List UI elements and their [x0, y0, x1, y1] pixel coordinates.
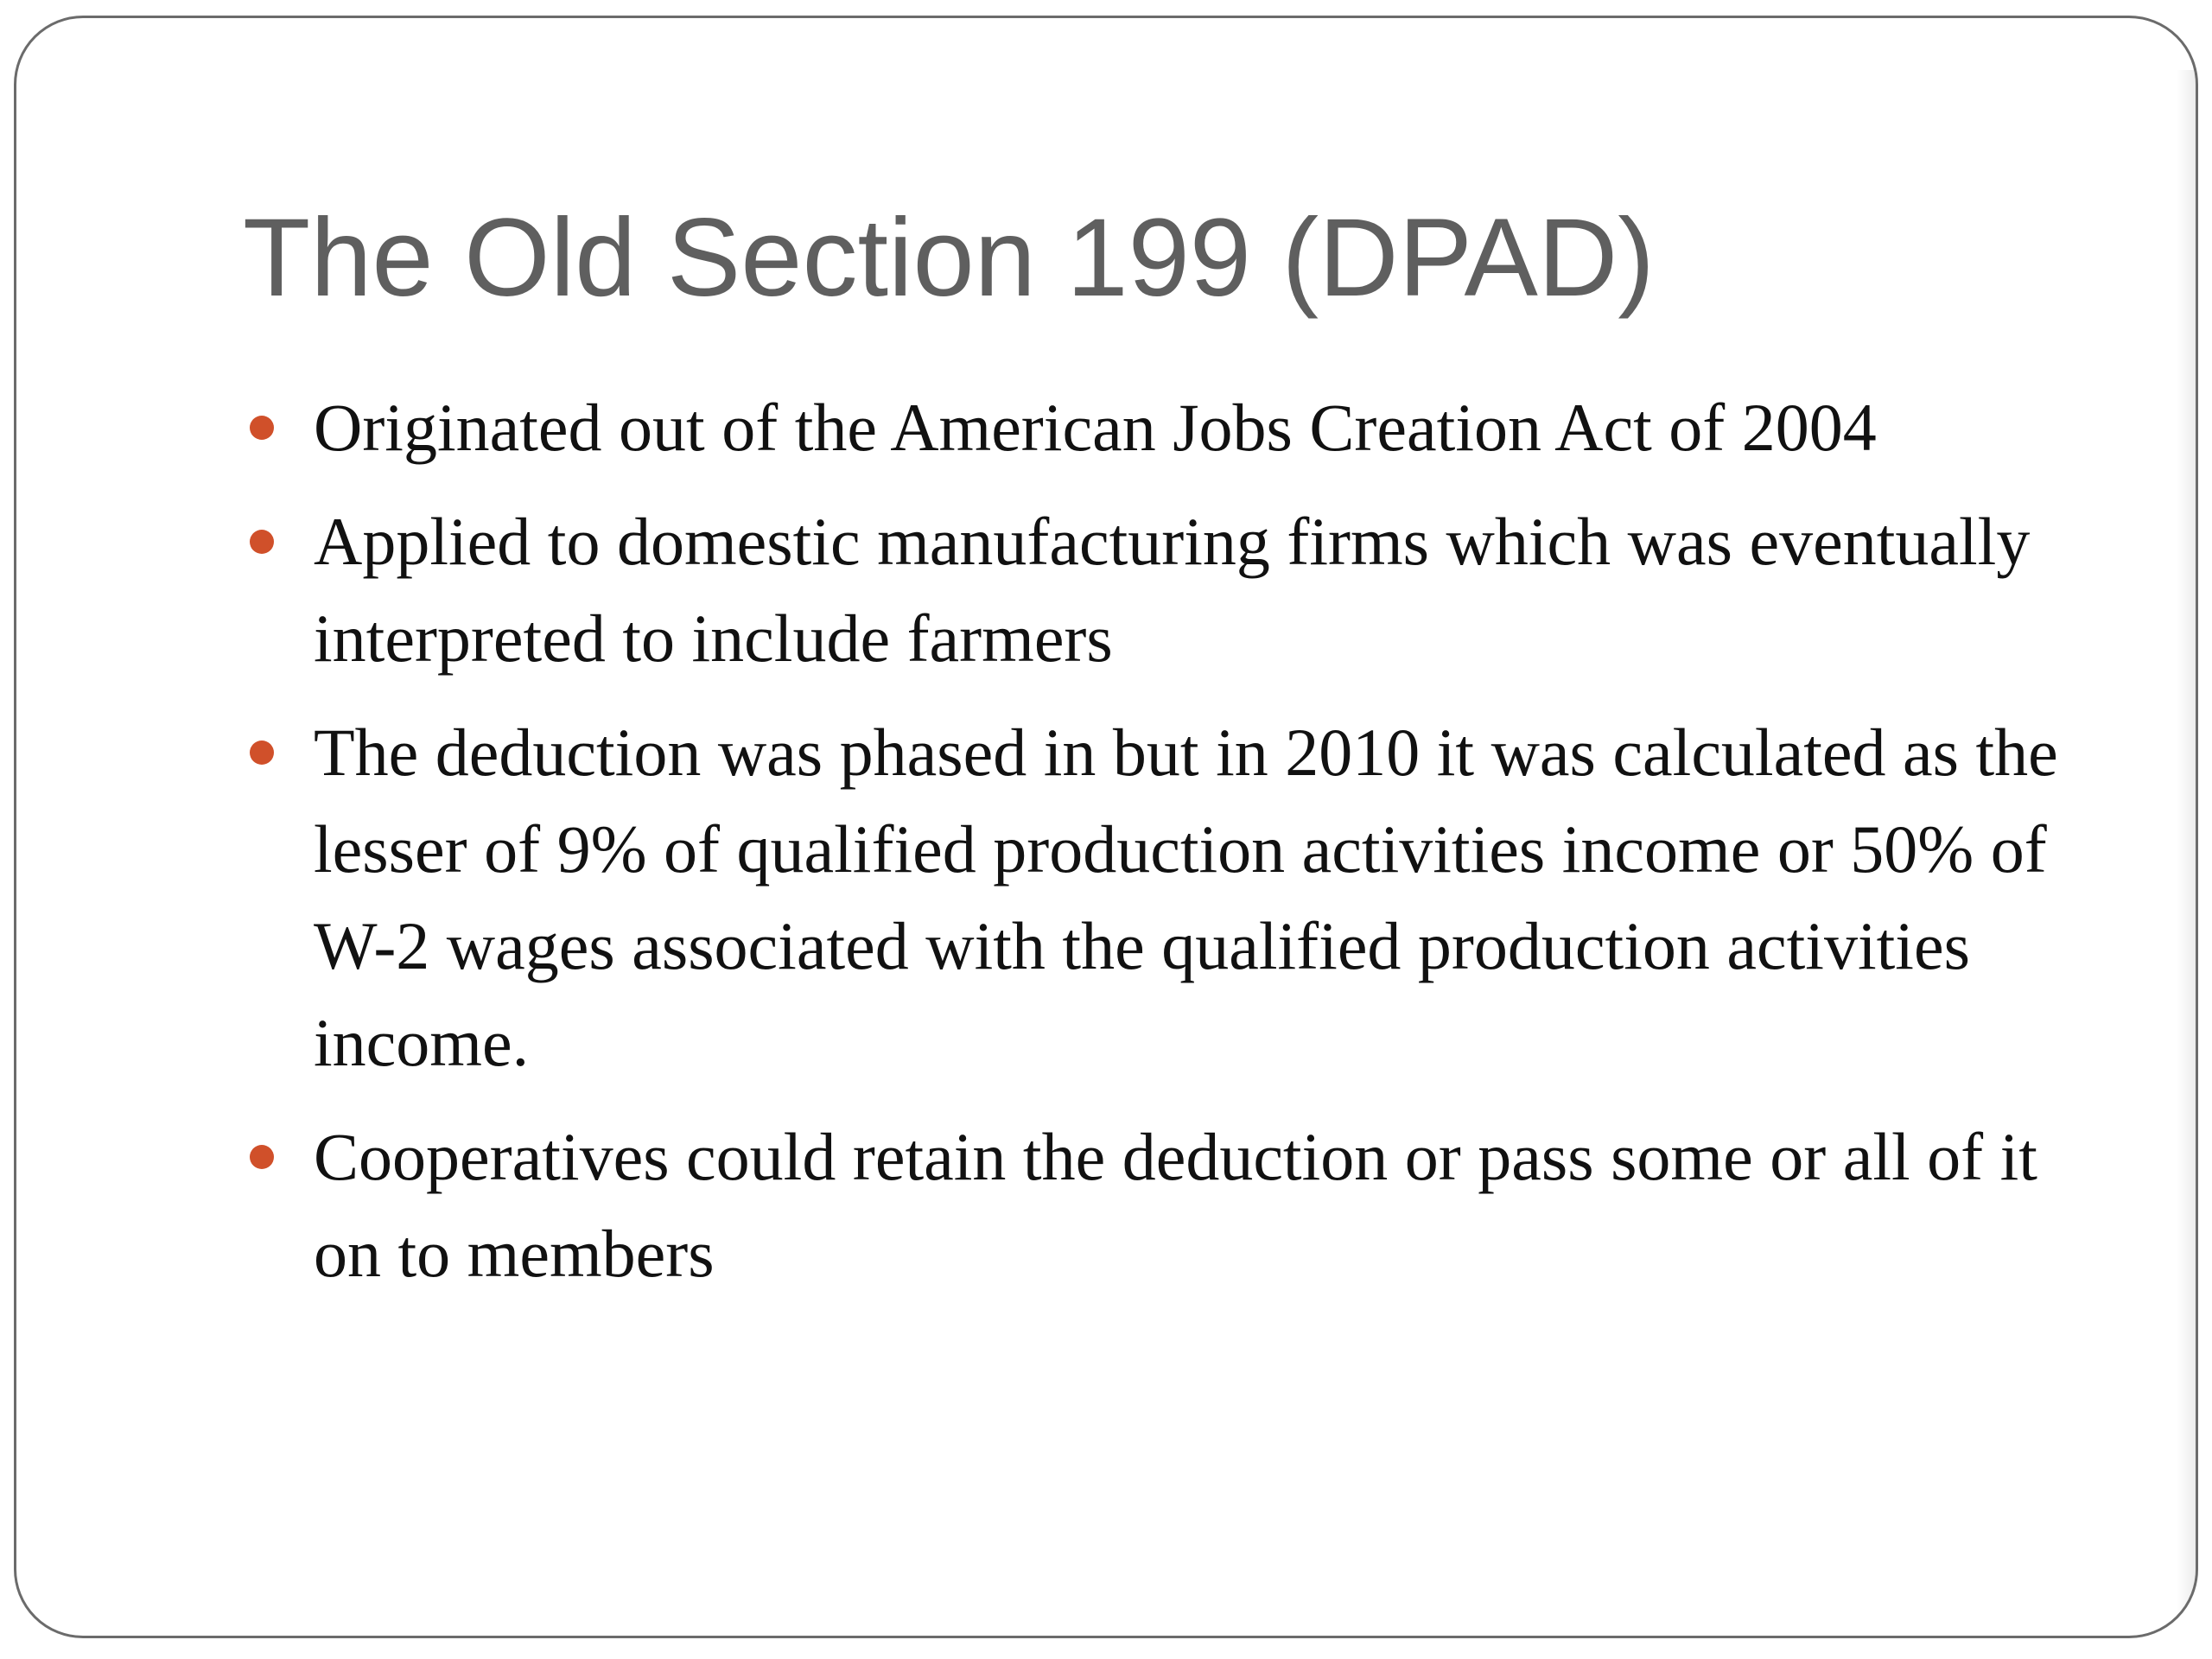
bullet-item — [245, 493, 2094, 687]
bullet-dot-icon — [250, 741, 274, 765]
bullet-text: The deduction was phased in but in 2010 it was calculated as the lesser of 9% of qualified production activities income or 50% of W-2 wages associated with the qualified production activities income. — [314, 715, 2058, 1080]
bullet-text: Applied to domestic manufacturing firms which was eventually interpreted to include farmers — [314, 504, 2031, 676]
bullet-text: Originated out of the American Jobs Creation Act of 2004 — [314, 390, 1877, 465]
slide-frame — [14, 16, 2198, 1638]
slide-title: The Old Section 199 (DPAD) — [243, 196, 1655, 320]
bullet-dot-icon — [250, 1145, 274, 1169]
bullet-dot-icon — [250, 416, 274, 440]
slide-shadow-edge — [2177, 70, 2196, 1638]
bullet-item — [245, 1109, 2094, 1302]
bullet-item — [245, 379, 2094, 476]
bullet-item — [245, 704, 2094, 1091]
bullet-dot-icon — [250, 530, 274, 554]
bullet-list — [245, 379, 2094, 1319]
bullet-text: Cooperatives could retain the deduction or pass some or all of it on to members — [314, 1119, 2037, 1291]
